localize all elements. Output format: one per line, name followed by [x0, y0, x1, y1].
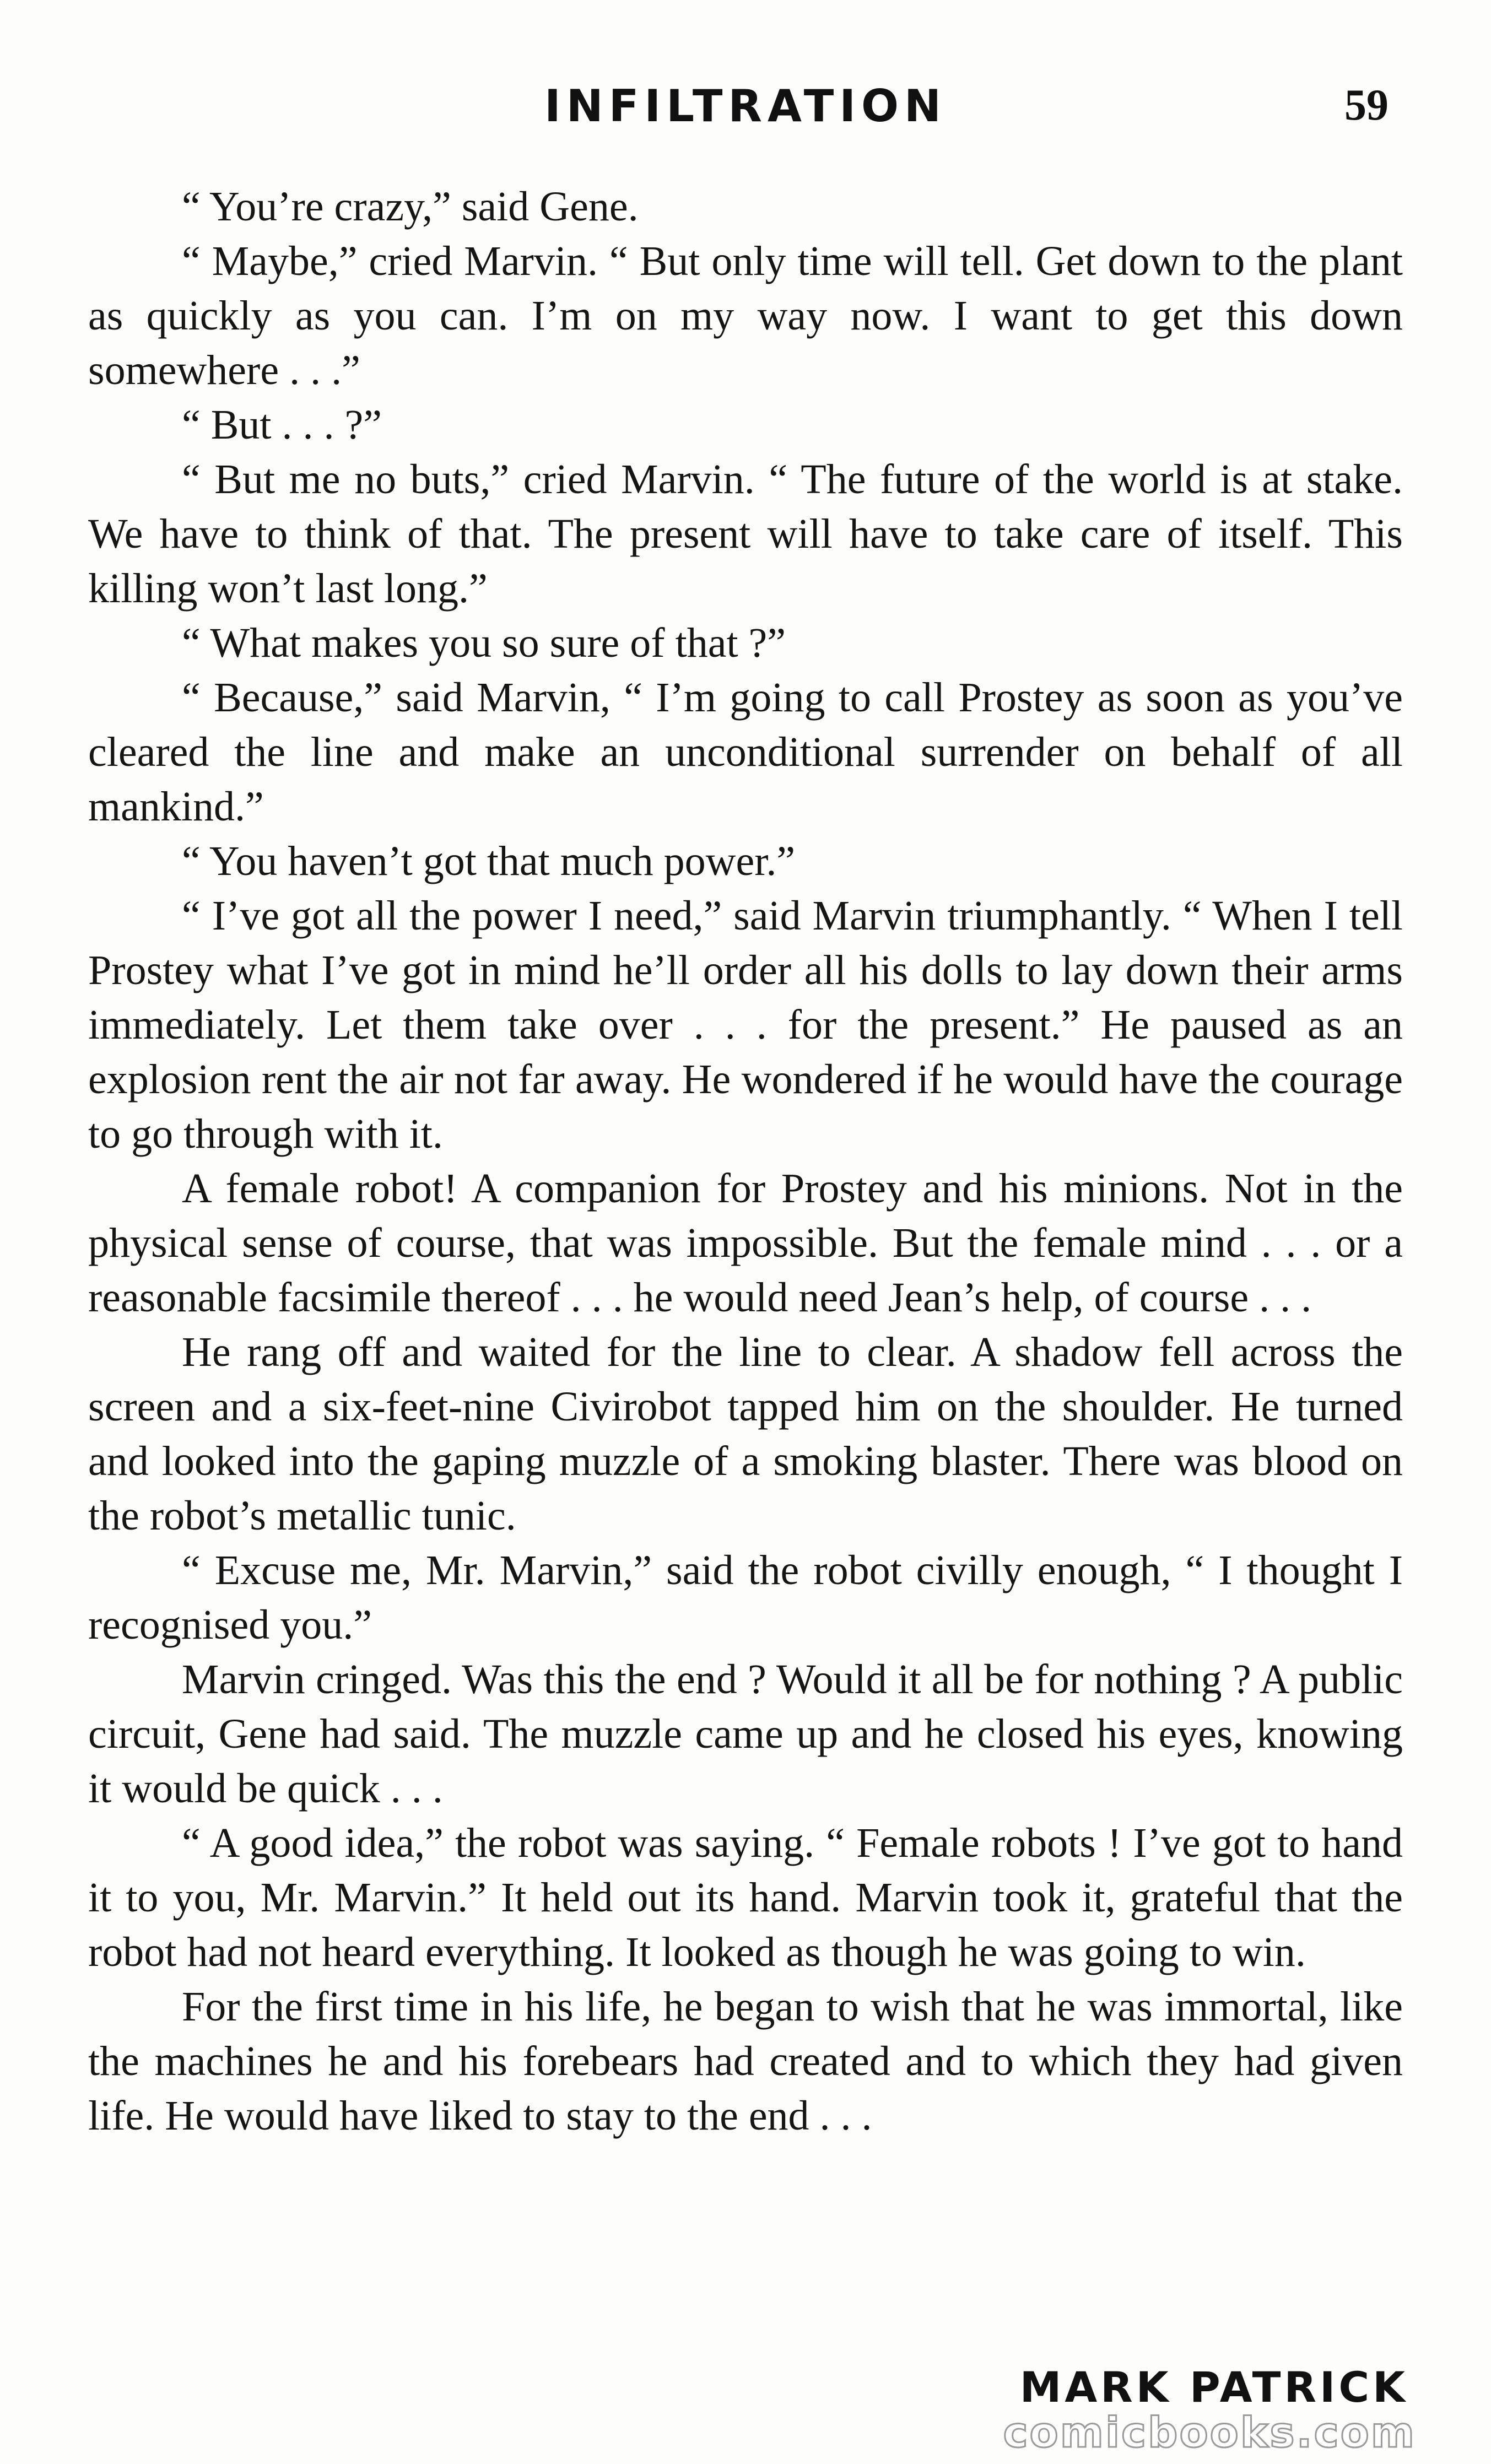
paragraph: “ Excuse me, Mr. Marvin,” said the robot civilly enough, “ I thought I recognised you.” — [88, 1547, 1403, 1648]
story-text — [88, 180, 1403, 2143]
paragraph: “ But me no buts,” cried Marvin. “ The future of the world is at stake. We have to think of that. The present will have to take care of itself. This killing won’t last long.” — [88, 456, 1403, 612]
paragraph: “ I’ve got all the power I need,” said Marvin triumphantly. “ When I tell Prostey what I’ve got in mind he’ll order all his dolls to lay down their arms immediately. Let them take over . . . for the present.” He paused as an explosion rent the air not far away. He wondered if he would have the courage to go through with it. — [88, 893, 1403, 1157]
paragraph: A female robot! A companion for Prostey and his minions. Not in the physical sense of course, that was impossible. But the female mind . . . or a reasonable facsimile thereof . . . he would need Jean’s help, of course . . . — [88, 1165, 1403, 1321]
paragraph: “ A good idea,” the robot was saying. “ Female robots ! I’ve got to hand it to you, Mr. Marvin.” It held out its hand. Marvin took it, grateful that the robot had not heard everything. It looked as though he was going to win. — [88, 1820, 1403, 1975]
paragraph: “ What makes you so sure of that ?” — [182, 620, 786, 666]
paragraph: “ Maybe,” cried Marvin. “ But only time will tell. Get down to the plant as quickly as you can. I’m on my way now. I want to get this down somewhere . . .” — [88, 238, 1403, 393]
paragraph: “ Because,” said Marvin, “ I’m going to call Prostey as soon as you’ve cleared the line and make an unconditional surrender on behalf of all mankind.” — [88, 674, 1403, 830]
paragraph: Marvin cringed. Was this the end ? Would it all be for nothing ? A public circuit, Gene had said. The muzzle came up and he closed his eyes, knowing it would be quick . . . — [88, 1656, 1403, 1812]
author-credit: MARK PATRICK — [1019, 2363, 1408, 2412]
running-head-title: INFILTRATION — [544, 80, 947, 132]
paragraph: He rang off and waited for the line to clear. A shadow fell across the screen and a six-feet-nine Civirobot tapped him on the shoulder. He turned and looked into the gaping muzzle of a smoking blaster. There was blood on the robot’s metallic tunic. — [88, 1329, 1403, 1539]
watermark-text: comicbooks.com — [1003, 2408, 1416, 2457]
paragraph: “ You haven’t got that much power.” — [182, 838, 796, 884]
paragraph: For the first time in his life, he began to wish that he was immortal, like the machines he and his forebears had created and to which they had given life. He would have liked to stay to the end . . . — [88, 1984, 1403, 2139]
paragraph: “ But . . . ?” — [182, 402, 382, 448]
paragraph: “ You’re crazy,” said Gene. — [182, 183, 639, 230]
page-number: 59 — [1344, 81, 1389, 129]
